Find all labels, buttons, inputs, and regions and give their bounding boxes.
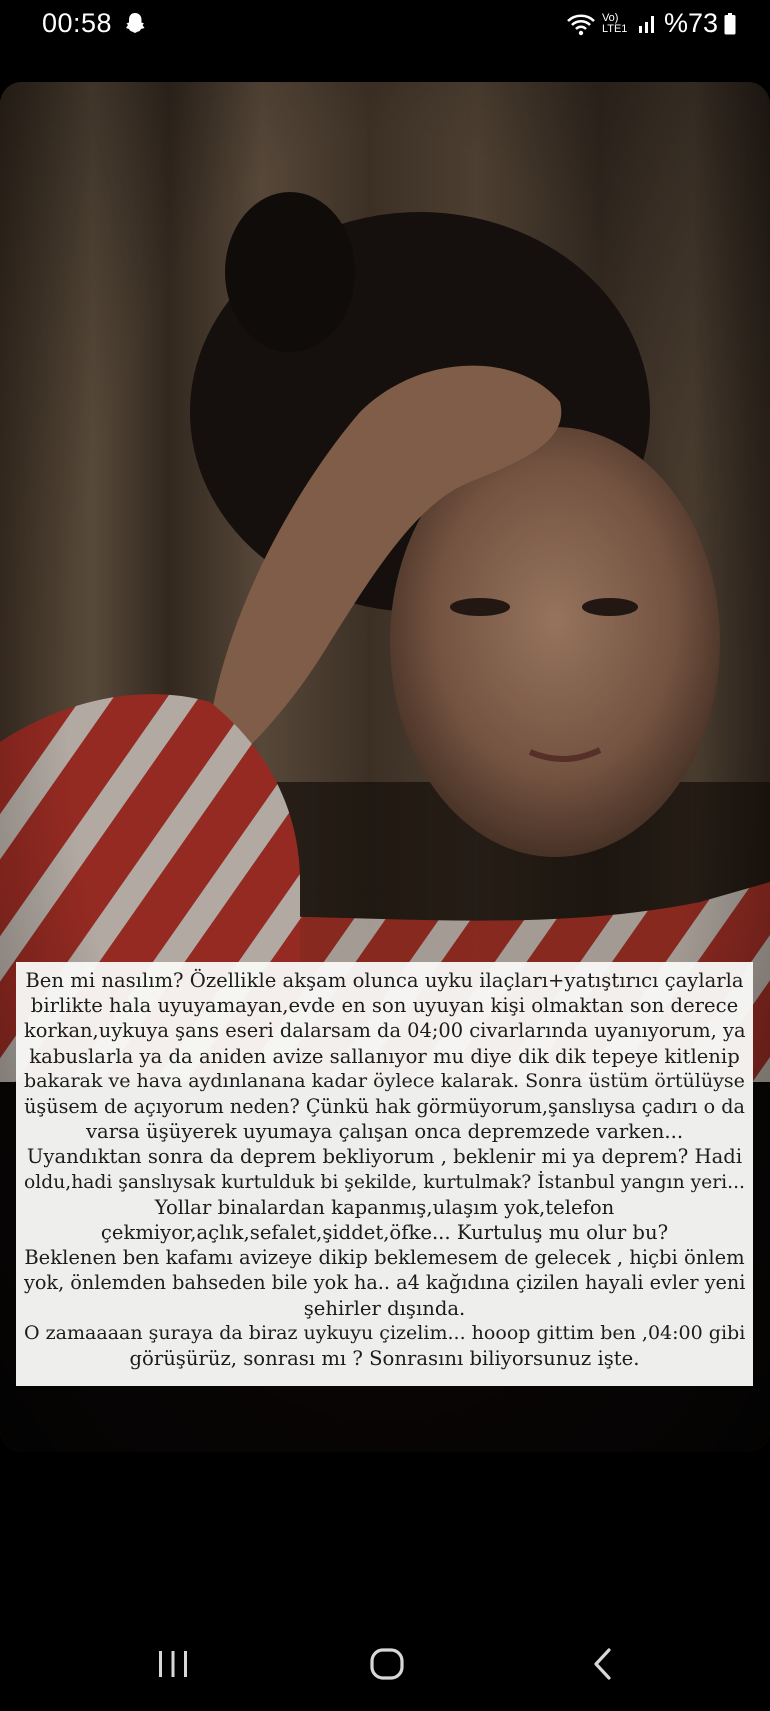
status-bar: [0, 0, 770, 50]
battery-percent: %73: [663, 8, 718, 38]
volte-lte-icon: [602, 13, 632, 35]
caption-line: bakarak ve hava aydınlanana kadar öylece kalarak. Sonra üstüm örtülüyse: [24, 1069, 745, 1092]
wifi-icon: [566, 12, 596, 36]
home-button[interactable]: [362, 1644, 412, 1684]
lte-label: LTE1: [601, 22, 628, 35]
caption-line: oldu,hadi şanslıysak kurtulduk bi şekilde, kurtulmak? İstanbul yangın yeri...: [24, 1171, 746, 1193]
caption-line: çekmiyor,açlık,sefalet,şiddet,öfke... Kurtuluş mu olur bu?: [100, 1221, 669, 1245]
navigation-bar: [0, 1620, 770, 1711]
back-icon: [591, 1647, 615, 1681]
caption-line: varsa üşüyerek uyumaya çalışan onca depremzede varken...: [85, 1120, 684, 1144]
snapchat-ghost-icon: [124, 11, 146, 37]
caption-line: görüşürüz, sonrası mı ? Sonrasını biliyorsunuz işte.: [129, 1347, 640, 1371]
caption-line: Beklenen ben kafamı avizeye dikip beklemesem de gelecek , hiçbi önlem: [24, 1246, 745, 1270]
caption-line: O zamaaaan şuraya da biraz uykuyu çizelim... hooop gittim ben ,04:00 gibi: [24, 1321, 746, 1344]
caption-line: korkan,uykuya şans eseri dalarsam da 04;00 civarlarında uyanıyorum, ya: [24, 1019, 746, 1043]
volte-label: Vo): [601, 11, 619, 24]
caption-line: Uyandıktan sonra da deprem bekliyorum , beklenir mi ya deprem? Hadi: [26, 1145, 743, 1169]
signal-icon: [638, 14, 658, 34]
caption-line: Yollar binalardan kapanmış,ulaşım yok,telefon: [154, 1195, 615, 1219]
caption-line: şehirler dışında.: [303, 1296, 466, 1320]
caption-line: üşüsem de açıyorum neden? Çünkü hak görmüyorum,şanslıysa çadırı o da: [24, 1095, 745, 1119]
recents-icon: [156, 1649, 190, 1679]
battery-icon: [724, 13, 736, 35]
caption-line: kabuslarla ya da aniden avize sallanıyor mu diye dik dik tepeye kitlenip: [29, 1044, 740, 1068]
story-caption: [16, 962, 753, 1386]
caption-line: Ben mi nasılım? Özellikle akşam olunca uyku ilaçları+yatıştırıcı çaylarla: [25, 969, 744, 992]
back-button[interactable]: [578, 1644, 628, 1684]
recents-button[interactable]: [148, 1644, 198, 1684]
caption-line: birlikte hala uyuyamayan,evde en son uyuyan kişi olmaktan son derece: [30, 994, 739, 1018]
status-time: 00:58: [42, 8, 113, 38]
status-indicators: [566, 8, 736, 39]
caption-line: yok, önlemden bahseden bile yok ha.. a4 kağıdına çizilen hayali evler yeni: [24, 1271, 746, 1295]
home-icon: [369, 1647, 405, 1681]
